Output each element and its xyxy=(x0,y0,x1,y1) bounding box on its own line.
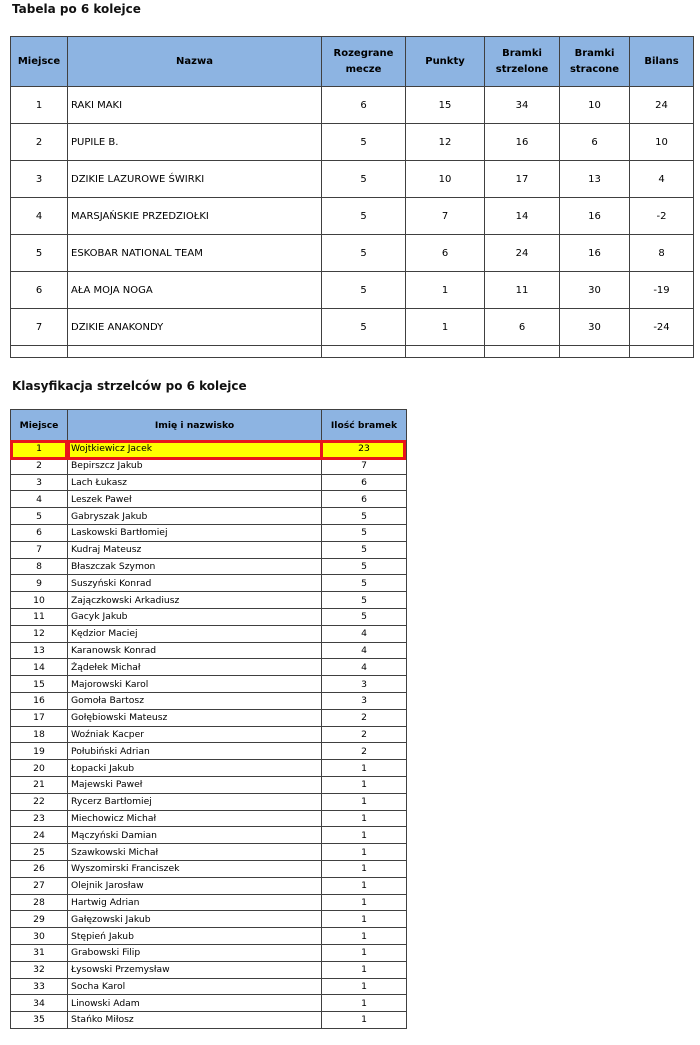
scorers-header-place: Miejsce xyxy=(11,410,68,441)
league-cell-balance: 4 xyxy=(630,161,694,198)
scorers-cell-place: 34 xyxy=(11,995,68,1012)
league-cell-place: 6 xyxy=(11,272,68,309)
league-cell-balance: -19 xyxy=(630,272,694,309)
scorers-row xyxy=(11,776,407,793)
scorers-cell-name: Łopacki Jakub xyxy=(68,760,322,777)
scorers-cell-name: Lach Łukasz xyxy=(68,474,322,491)
league-cell-balance: -2 xyxy=(630,198,694,235)
scorers-header-row xyxy=(11,410,407,441)
scorers-cell-goals: 7 xyxy=(322,457,407,474)
scorers-cell-place: 16 xyxy=(11,692,68,709)
league-table xyxy=(10,36,694,358)
scorers-row xyxy=(11,726,407,743)
scorers-row xyxy=(11,558,407,575)
scorers-cell-name: Gołębiowski Mateusz xyxy=(68,709,322,726)
scorers-cell-name: Leszek Paweł xyxy=(68,491,322,508)
scorers-row xyxy=(11,508,407,525)
scorers-row xyxy=(11,625,407,642)
scorers-cell-name: Gałęzowski Jakub xyxy=(68,911,322,928)
scorers-cell-place: 9 xyxy=(11,575,68,592)
scorers-row xyxy=(11,978,407,995)
scorers-row xyxy=(11,692,407,709)
header-points: Punkty xyxy=(406,37,485,87)
scorers-cell-place: 24 xyxy=(11,827,68,844)
scorers-cell-name: Szawkowski Michał xyxy=(68,844,322,861)
scorers-cell-goals: 3 xyxy=(322,692,407,709)
scorers-row xyxy=(11,457,407,474)
scorers-row-highlighted xyxy=(11,441,407,458)
scorers-cell-goals: 1 xyxy=(322,911,407,928)
league-cell-scored: 17 xyxy=(485,161,560,198)
scorers-row xyxy=(11,524,407,541)
scorers-cell-goals: 1 xyxy=(322,793,407,810)
league-cell-conceded: 6 xyxy=(560,124,630,161)
league-cell-played: 5 xyxy=(322,235,406,272)
scorers-cell-goals: 1 xyxy=(322,760,407,777)
scorers-cell-name: Rycerz Bartłomiej xyxy=(68,793,322,810)
header-scored-line2: strzelone xyxy=(495,63,549,75)
scorers-cell-goals: 2 xyxy=(322,726,407,743)
scorers-cell-name: Olejnik Jarosław xyxy=(68,877,322,894)
scorers-cell-name: Miechowicz Michał xyxy=(68,810,322,827)
scorers-cell-place: 23 xyxy=(11,810,68,827)
scorers-row xyxy=(11,474,407,491)
scorers-row xyxy=(11,944,407,961)
league-row xyxy=(11,235,694,272)
scorers-cell-goals: 1 xyxy=(322,776,407,793)
scorers-cell-goals: 5 xyxy=(322,558,407,575)
scorers-cell-name: Żądełek Michał xyxy=(68,659,322,676)
scorers-cell-name: Suszyński Konrad xyxy=(68,575,322,592)
league-cell-name: DZIKIE ANAKONDY xyxy=(68,309,322,346)
league-blank-cell xyxy=(322,346,406,358)
scorers-cell-place: 2 xyxy=(11,457,68,474)
scorers-cell-goals: 5 xyxy=(322,592,407,609)
header-played xyxy=(322,37,406,87)
scorers-cell-goals: 23 xyxy=(322,441,407,458)
scorers-cell-name: Grabowski Filip xyxy=(68,944,322,961)
scorers-row xyxy=(11,894,407,911)
league-cell-name: RAKI MAKI xyxy=(68,87,322,124)
league-cell-points: 1 xyxy=(406,272,485,309)
league-cell-scored: 11 xyxy=(485,272,560,309)
league-cell-scored: 24 xyxy=(485,235,560,272)
league-cell-points: 12 xyxy=(406,124,485,161)
league-blank-cell xyxy=(68,346,322,358)
league-cell-conceded: 16 xyxy=(560,198,630,235)
scorers-cell-goals: 4 xyxy=(322,625,407,642)
scorers-row xyxy=(11,928,407,945)
league-header-row xyxy=(11,37,694,87)
scorers-cell-name: Zajączkowski Arkadiusz xyxy=(68,592,322,609)
league-row xyxy=(11,161,694,198)
league-cell-played: 5 xyxy=(322,161,406,198)
scorers-cell-name: Socha Karol xyxy=(68,978,322,995)
scorers-cell-name: Linowski Adam xyxy=(68,995,322,1012)
scorers-row xyxy=(11,793,407,810)
header-conceded-line1: Bramki xyxy=(574,47,615,59)
league-cell-points: 10 xyxy=(406,161,485,198)
league-cell-balance: 8 xyxy=(630,235,694,272)
league-table-title: Tabela po 6 kolejce xyxy=(12,2,141,16)
league-table-body xyxy=(11,87,694,358)
scorers-row xyxy=(11,608,407,625)
league-cell-played: 5 xyxy=(322,124,406,161)
scorers-cell-name: Stańko Miłosz xyxy=(68,1012,322,1029)
header-scored xyxy=(485,37,560,87)
scorers-cell-goals: 6 xyxy=(322,491,407,508)
league-cell-conceded: 30 xyxy=(560,272,630,309)
scorers-cell-name: Karanowsk Konrad xyxy=(68,642,322,659)
league-cell-balance: -24 xyxy=(630,309,694,346)
league-row xyxy=(11,272,694,309)
scorers-cell-name: Woźniak Kacper xyxy=(68,726,322,743)
scorers-cell-place: 4 xyxy=(11,491,68,508)
scorers-cell-goals: 5 xyxy=(322,541,407,558)
league-blank-cell xyxy=(630,346,694,358)
scorers-row xyxy=(11,860,407,877)
scorers-row xyxy=(11,541,407,558)
scorers-cell-goals: 1 xyxy=(322,928,407,945)
scorers-cell-name: Gomoła Bartosz xyxy=(68,692,322,709)
league-cell-scored: 16 xyxy=(485,124,560,161)
scorers-cell-place: 7 xyxy=(11,541,68,558)
scorers-cell-name: Laskowski Bartłomiej xyxy=(68,524,322,541)
scorers-row xyxy=(11,659,407,676)
scorers-cell-goals: 1 xyxy=(322,827,407,844)
scorers-cell-place: 30 xyxy=(11,928,68,945)
league-blank-cell xyxy=(560,346,630,358)
scorers-cell-place: 35 xyxy=(11,1012,68,1029)
scorers-cell-place: 14 xyxy=(11,659,68,676)
league-cell-place: 5 xyxy=(11,235,68,272)
scorers-row xyxy=(11,911,407,928)
league-blank-cell xyxy=(485,346,560,358)
scorers-cell-goals: 1 xyxy=(322,810,407,827)
scorers-cell-name: Gacyk Jakub xyxy=(68,608,322,625)
scorers-cell-place: 10 xyxy=(11,592,68,609)
scorers-row xyxy=(11,592,407,609)
league-cell-points: 1 xyxy=(406,309,485,346)
league-cell-name: AŁA MOJA NOGA xyxy=(68,272,322,309)
header-balance: Bilans xyxy=(630,37,694,87)
header-conceded-line2: stracone xyxy=(569,63,620,75)
scorers-cell-name: Połubiński Adrian xyxy=(68,743,322,760)
scorers-row xyxy=(11,760,407,777)
league-blank-row xyxy=(11,346,694,358)
league-cell-place: 3 xyxy=(11,161,68,198)
scorers-cell-goals: 1 xyxy=(322,877,407,894)
scorers-header-name: Imię i nazwisko xyxy=(68,410,322,441)
scorers-cell-name: Kudraj Mateusz xyxy=(68,541,322,558)
scorers-table-body xyxy=(11,441,407,1029)
league-cell-place: 2 xyxy=(11,124,68,161)
scorers-header-goals: Ilość bramek xyxy=(322,410,407,441)
scorers-cell-goals: 1 xyxy=(322,860,407,877)
scorers-cell-goals: 5 xyxy=(322,508,407,525)
scorers-cell-goals: 1 xyxy=(322,844,407,861)
scorers-cell-name: Wojtkiewicz Jacek xyxy=(68,441,322,458)
header-scored-line1: Bramki xyxy=(502,47,542,59)
header-place: Miejsce xyxy=(11,37,68,87)
scorers-row xyxy=(11,810,407,827)
scorers-cell-name: Kędzior Maciej xyxy=(68,625,322,642)
league-cell-conceded: 30 xyxy=(560,309,630,346)
scorers-cell-goals: 3 xyxy=(322,676,407,693)
scorers-cell-place: 31 xyxy=(11,944,68,961)
scorers-cell-goals: 5 xyxy=(322,524,407,541)
scorers-cell-name: Stępień Jakub xyxy=(68,928,322,945)
league-cell-balance: 24 xyxy=(630,87,694,124)
header-played-line2: mecze xyxy=(345,63,382,75)
scorers-cell-place: 15 xyxy=(11,676,68,693)
scorers-cell-goals: 1 xyxy=(322,995,407,1012)
scorers-cell-name: Gabryszak Jakub xyxy=(68,508,322,525)
league-cell-scored: 14 xyxy=(485,198,560,235)
scorers-cell-place: 22 xyxy=(11,793,68,810)
scorers-cell-name: Łysowski Przemysław xyxy=(68,961,322,978)
league-cell-points: 6 xyxy=(406,235,485,272)
league-cell-name: PUPILE B. xyxy=(68,124,322,161)
league-row xyxy=(11,87,694,124)
scorers-cell-name: Majorowski Karol xyxy=(68,676,322,693)
scorers-row xyxy=(11,1012,407,1029)
scorers-cell-name: Majewski Paweł xyxy=(68,776,322,793)
scorers-cell-place: 20 xyxy=(11,760,68,777)
league-row xyxy=(11,124,694,161)
scorers-table-title: Klasyfikacja strzelców po 6 kolejce xyxy=(12,379,247,393)
header-conceded xyxy=(560,37,630,87)
scorers-cell-place: 18 xyxy=(11,726,68,743)
scorers-cell-place: 6 xyxy=(11,524,68,541)
league-row xyxy=(11,198,694,235)
scorers-row xyxy=(11,642,407,659)
scorers-row xyxy=(11,491,407,508)
scorers-cell-place: 17 xyxy=(11,709,68,726)
scorers-cell-goals: 5 xyxy=(322,575,407,592)
header-name: Nazwa xyxy=(68,37,322,87)
scorers-row xyxy=(11,961,407,978)
scorers-cell-place: 28 xyxy=(11,894,68,911)
scorers-cell-goals: 1 xyxy=(322,961,407,978)
scorers-row xyxy=(11,877,407,894)
league-cell-name: MARSJAŃSKIE PRZEDZIOŁKI xyxy=(68,198,322,235)
league-cell-played: 6 xyxy=(322,87,406,124)
scorers-table xyxy=(10,409,407,1029)
scorers-cell-goals: 1 xyxy=(322,894,407,911)
scorers-cell-place: 29 xyxy=(11,911,68,928)
scorers-cell-name: Błaszczak Szymon xyxy=(68,558,322,575)
scorers-row xyxy=(11,995,407,1012)
scorers-row xyxy=(11,676,407,693)
scorers-cell-place: 12 xyxy=(11,625,68,642)
scorers-cell-place: 13 xyxy=(11,642,68,659)
league-cell-place: 4 xyxy=(11,198,68,235)
scorers-row xyxy=(11,575,407,592)
scorers-cell-place: 32 xyxy=(11,961,68,978)
scorers-cell-goals: 2 xyxy=(322,743,407,760)
scorers-cell-goals: 1 xyxy=(322,944,407,961)
scorers-cell-place: 33 xyxy=(11,978,68,995)
league-cell-played: 5 xyxy=(322,198,406,235)
league-cell-name: DZIKIE LAZUROWE ŚWIRKI xyxy=(68,161,322,198)
league-cell-place: 7 xyxy=(11,309,68,346)
scorers-row xyxy=(11,844,407,861)
league-cell-scored: 34 xyxy=(485,87,560,124)
scorers-cell-place: 3 xyxy=(11,474,68,491)
scorers-cell-goals: 6 xyxy=(322,474,407,491)
league-cell-name: ESKOBAR NATIONAL TEAM xyxy=(68,235,322,272)
league-cell-played: 5 xyxy=(322,309,406,346)
scorers-cell-place: 5 xyxy=(11,508,68,525)
league-cell-conceded: 16 xyxy=(560,235,630,272)
scorers-cell-name: Wyszomirski Franciszek xyxy=(68,860,322,877)
scorers-row xyxy=(11,743,407,760)
scorers-cell-goals: 2 xyxy=(322,709,407,726)
league-cell-conceded: 10 xyxy=(560,87,630,124)
scorers-cell-goals: 4 xyxy=(322,642,407,659)
scorers-cell-place: 21 xyxy=(11,776,68,793)
scorers-cell-place: 8 xyxy=(11,558,68,575)
scorers-row xyxy=(11,827,407,844)
scorers-cell-place: 26 xyxy=(11,860,68,877)
scorers-cell-goals: 1 xyxy=(322,978,407,995)
league-cell-scored: 6 xyxy=(485,309,560,346)
scorers-cell-place: 11 xyxy=(11,608,68,625)
scorers-cell-place: 27 xyxy=(11,877,68,894)
league-blank-cell xyxy=(406,346,485,358)
scorers-cell-goals: 4 xyxy=(322,659,407,676)
league-cell-points: 7 xyxy=(406,198,485,235)
league-cell-conceded: 13 xyxy=(560,161,630,198)
scorers-row xyxy=(11,709,407,726)
scorers-cell-name: Bepirszcz Jakub xyxy=(68,457,322,474)
league-cell-played: 5 xyxy=(322,272,406,309)
scorers-cell-goals: 1 xyxy=(322,1012,407,1029)
scorers-cell-place: 19 xyxy=(11,743,68,760)
header-played-line1: Rozegrane xyxy=(333,47,394,59)
league-cell-balance: 10 xyxy=(630,124,694,161)
league-cell-points: 15 xyxy=(406,87,485,124)
scorers-cell-goals: 5 xyxy=(322,608,407,625)
scorers-cell-place: 25 xyxy=(11,844,68,861)
scorers-cell-name: Hartwig Adrian xyxy=(68,894,322,911)
scorers-cell-name: Mączyński Damian xyxy=(68,827,322,844)
league-blank-cell xyxy=(11,346,68,358)
scorers-cell-place: 1 xyxy=(11,441,68,458)
league-cell-place: 1 xyxy=(11,87,68,124)
league-row xyxy=(11,309,694,346)
